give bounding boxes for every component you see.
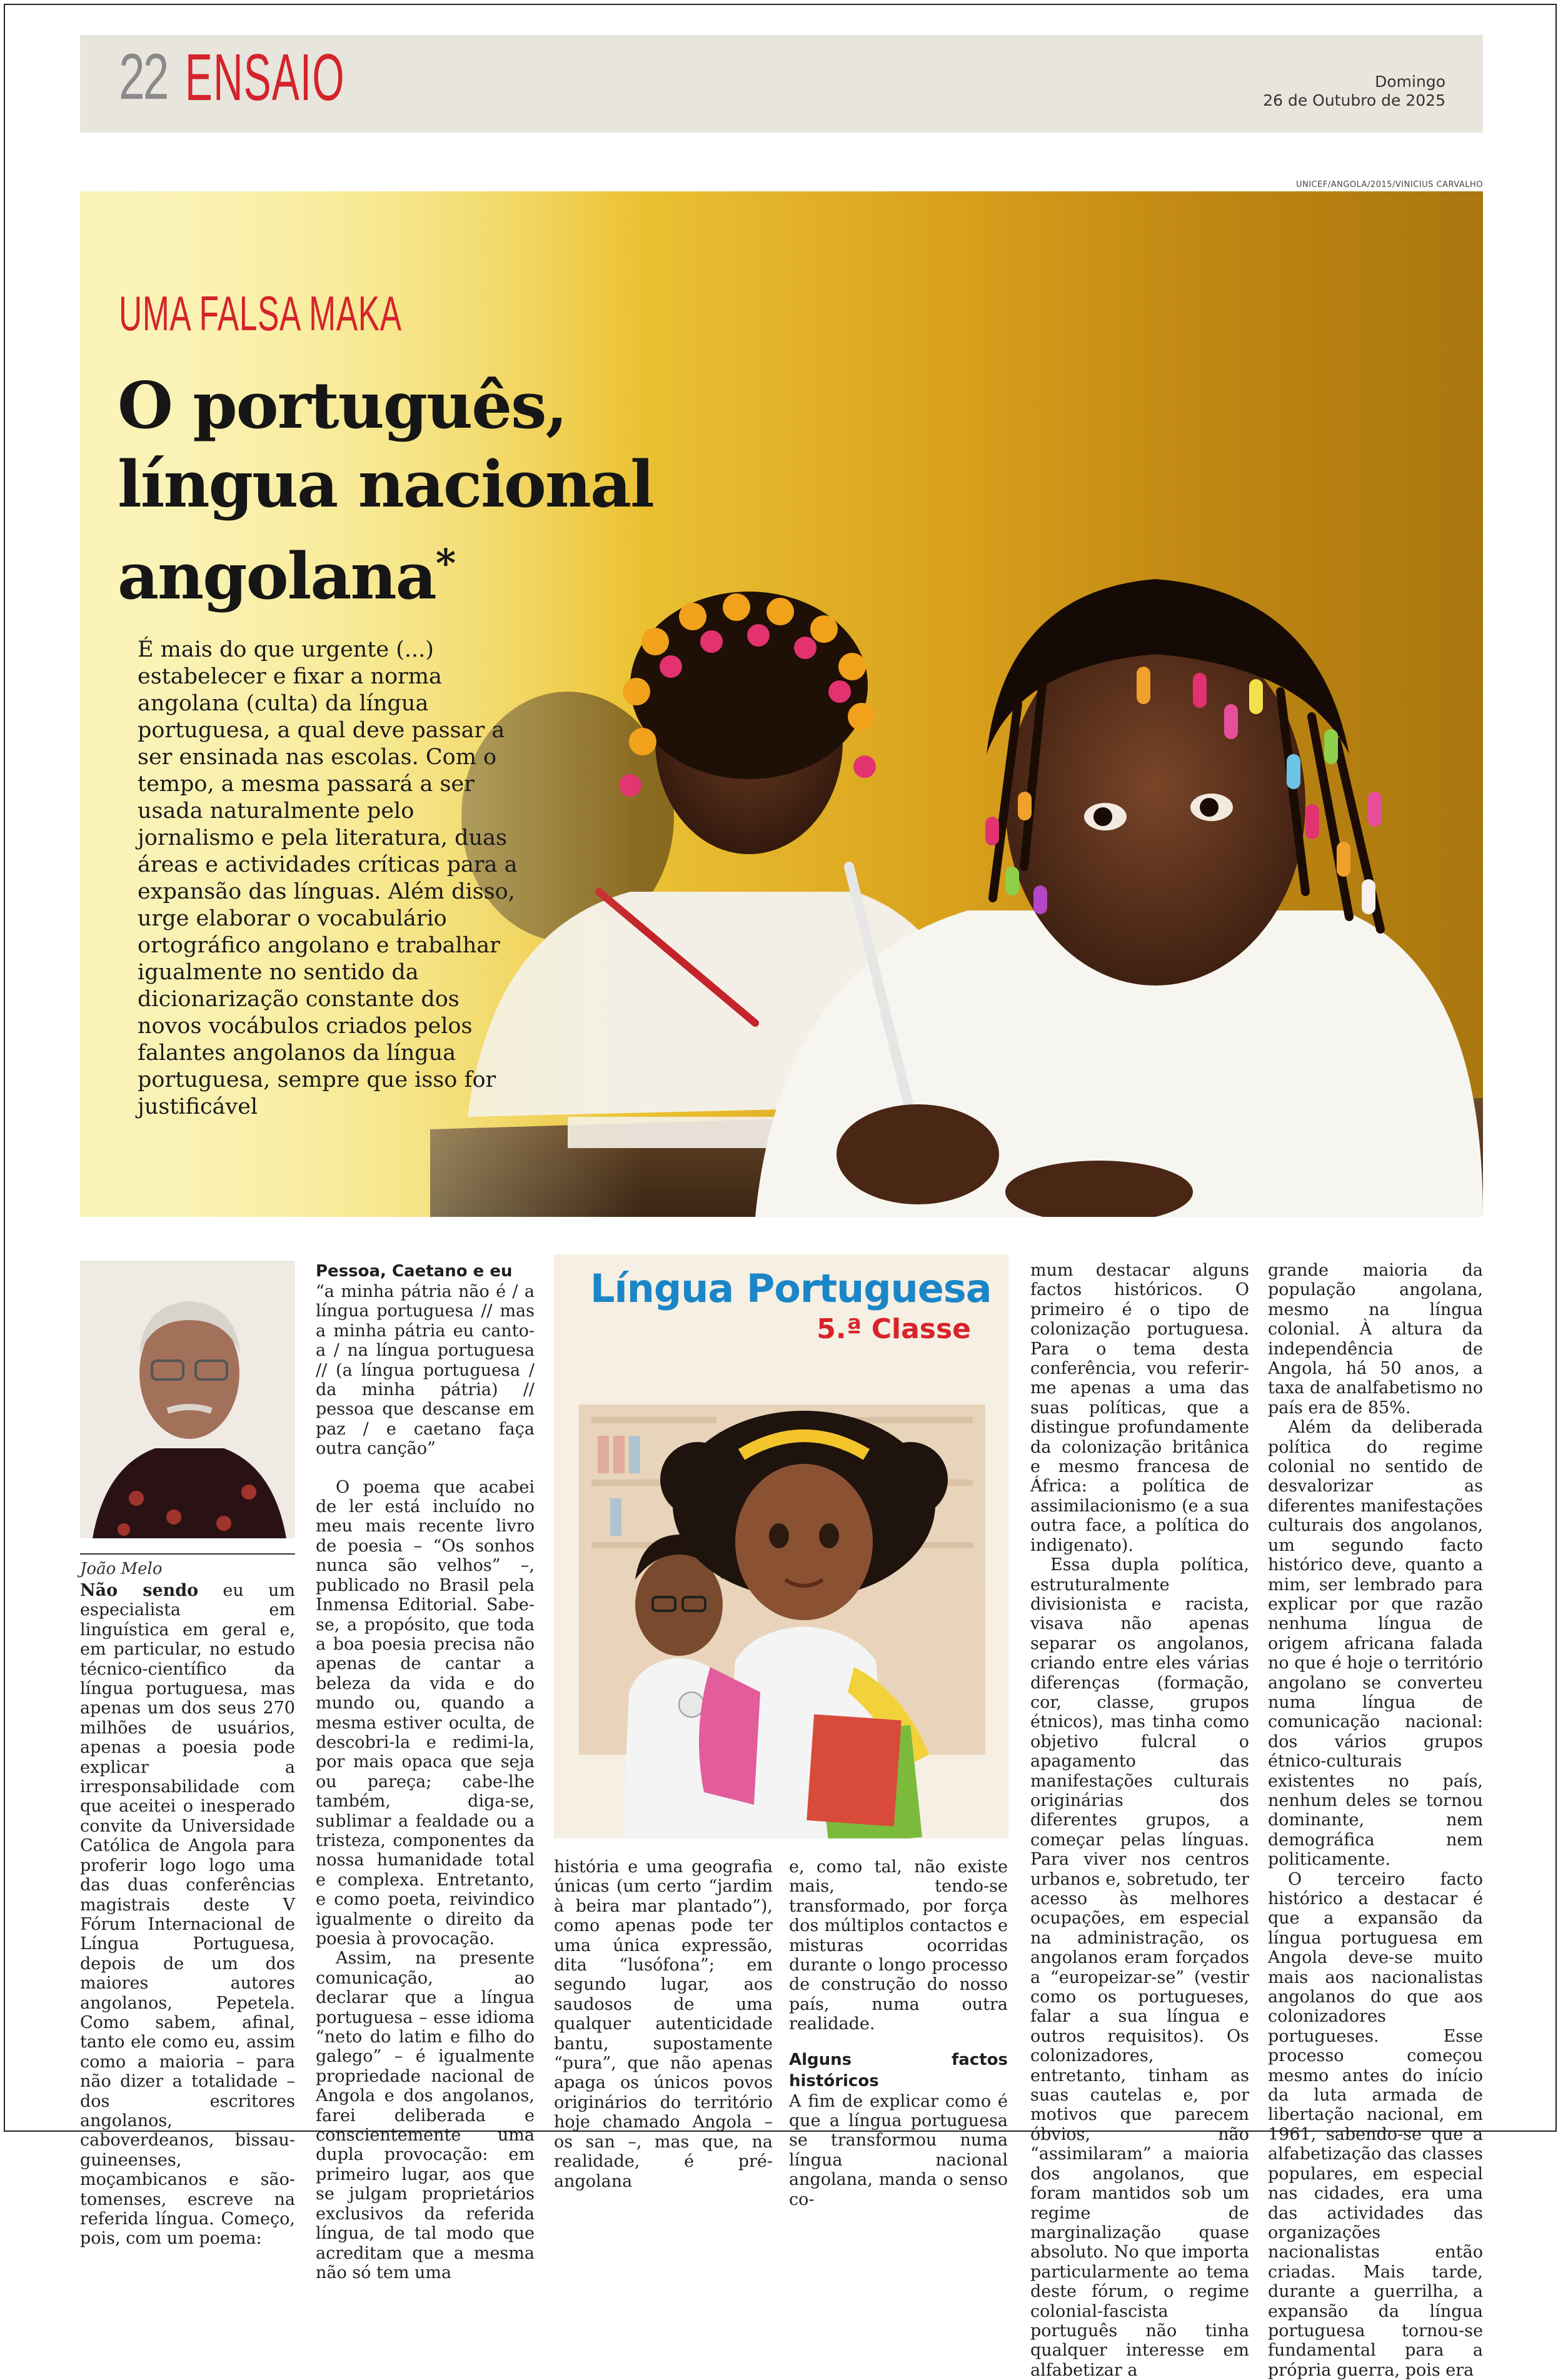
book-grade: 5.ª Classe	[817, 1313, 971, 1345]
col6-paragraph-3: O terceiro facto histórico a destacar é que a expansão da língua portuguesa em Angola deve-se muito mais aos nacionalistas angolanos do que aos colonizadores portugueses. Esse processo começou mesmo antes do início da luta armada de libertação nacional, em 1961, sabendo-se que a alfabetização das classes populares, em especial nas cidades, era uma das actividades das organizações nacionalistas então criadas. Mais tarde, durante a guerrilha, a expansão da língua portuguesa tornou-se fundamental para a própria guerra, pois era	[1268, 1869, 1483, 2380]
poem: “a minha pátria não é / a língua portuguesa // mas a minha pátria eu canto-a / na língua portuguesa // (a língua portuguesa / da minha pátria) // pessoa que descanse em paz / e caetano faça outra canção”	[316, 1282, 535, 1459]
page-number: 22	[119, 41, 168, 113]
subhead-pessoa: Pessoa, Caetano e eu	[316, 1262, 513, 1281]
body-column-4	[789, 1857, 1008, 2209]
body-column-6	[1268, 1261, 1483, 2380]
book-cover-image	[554, 1254, 1008, 1838]
col6-paragraph-1: grande maioria da população angolana, mesmo na língua colonial. À altura da independência de Angola, há 50 anos, a taxa de analfabetismo no país era de 85%.	[1268, 1261, 1483, 1418]
body-column-2	[316, 1261, 535, 2282]
col2-paragraph-1: O poema que acabei de ler está incluído no meu mais recente livro de poesia – “Os sonhos nunca são velhos” –, publicado no Brasil pela Inmensa Editorial. Sabe-se, a propósito, que toda a boa poesia precisa não apenas de cantar a beleza da vida e do mundo ou, quando a mesma estiver oculta, de descobri-la e redimi-la, por mais opaca que seja ou pareça; cabe-lhe também, diga-se, sublimar a fealdade ou a tristeza, componentes da nossa humanidade total e complexa. Entretanto, e como poeta, reivindico igualmente o direito da poesia à provocação.	[316, 1477, 535, 1949]
subhead-factos: Alguns factos históricos	[789, 2050, 1008, 2090]
author-photo	[80, 1261, 295, 1538]
col5-paragraph-2: Essa dupla política, estruturalmente divisionista e racista, visava não apenas separar os angolanos, criando entre eles várias diferenças (formação, cor, classe, grupos étnicos), mas tinha como objetivo fulcral o apagamento das manifestações culturais originárias dos diferentes grupos, a começar pelas línguas. Para viver nos centros urbanos e, sobretudo, ter acesso às melhores ocupações, em especial na administração, os angolanos eram forçados a “europeizar-se” (vestir como os portugueses, falar a sua língua e outros requisitos). Os colonizadores, entretanto, tinham as suas cautelas e, por motivos que parecem óbvios, não “assimilaram” a maioria dos angolanos, que foram mantidos sob um regime de marginalização quase absoluto. No que importa particularmente ao tema deste fórum, o regime colonial-fascista português não tinha qualquer interesse em alfabetizar a	[1030, 1555, 1249, 2380]
weekday: Domingo	[1375, 73, 1445, 91]
col4-paragraph-2: A fim de explicar como é que a língua portuguesa se transformou numa língua nacional angolana, manda o senso co-	[789, 2091, 1008, 2209]
body-column-5	[1030, 1261, 1249, 2380]
article-headline	[118, 366, 743, 616]
headline-line-3	[118, 524, 743, 616]
dateline	[1263, 73, 1445, 110]
section-name: ENSAIO	[185, 41, 345, 114]
col3-text: história e uma geografia únicas (um certo “jardim à beira mar plantado”), como apenas pode ter uma única expressão, dita “lusófona”; em segundo lugar, aos saudosos de uma qualquer autenticidade bantu, supostamente “pura”, que não apenas apaga os únicos povos originários do território hoje chamado Angola – os san –, mas que, na realidade, é pré-angolana	[554, 1857, 773, 2191]
headline-line-2: língua nacional	[118, 447, 653, 522]
author-byline: João Melo	[80, 1553, 295, 1578]
body-column-1	[80, 1581, 295, 2249]
book-title: Língua Portuguesa	[590, 1266, 992, 1311]
col6-paragraph-2: Além da deliberada política do regime colonial no sentido de desvalorizar as diferentes manifestações culturais dos angolanos, um segundo facto histórico deve, quanto a mim, ser lembrado para explicar por que razão nenhuma língua de origem africana falada no que é hoje o território angolano se converteu numa língua de comunicação nacional: dos vários grupos étnico-culturais existentes no país, nenhum deles se tornou dominante, nem demográfica nem politicamente.	[1268, 1418, 1483, 1870]
body-column-3	[554, 1857, 773, 2191]
col1-text: eu um especialista em linguística em geral e, em particular, no estudo técnico-científico da língua portuguesa, mas apenas um dos seus 270 milhões de usuários, apenas a poesia pode explicar a irresponsabilidade com que aceitei o inesperado convite da Universidade Católica de Angola para proferir logo logo uma das duas conferências magistrais deste V Fórum Internacional de Língua Portuguesa, depois de um dos maiores autores angolanos, Pepetela. Como sabem, afinal, tanto ele como eu, assim como a maioria – para não dizer a totalidade – dos escritores angolanos, caboverdeanos, bissau-guineenses, moçambicanos e são-tomenses, escreve na referida língua. Começo, pois, com um poema:	[80, 1581, 296, 2249]
footnote-mark: *	[435, 540, 455, 586]
col4-paragraph-1: e, como tal, não existe mais, tendo-se transformado, por força dos múltiplos contactos e misturas ocorridas durante o longo processo de construção do nosso país, numa outra realidade.	[789, 1857, 1008, 2034]
standfirst: É mais do que urgente (...) estabelecer e fixar a norma angolana (culta) da língua portuguesa, a qual deve passar a ser ensinada nas escolas. Com o tempo, a mesma passará a ser usada naturalmente pelo jornalismo e pela literatura, duas áreas e actividades críticas para a expansão das línguas. Além disso, urge elaborar o vocabulário ortográfico angolano e trabalhar igualmente no sentido da dicionarização constante dos novos vocábulos criados pelos falantes angolanos da língua portuguesa, sempre que isso for justificável	[138, 637, 518, 1119]
article-kicker: UMA FALSA MAKA	[119, 286, 402, 341]
col5-paragraph-1: mum destacar alguns factos históricos. O primeiro é o tipo de colonização portuguesa. Para o tema desta conferência, vou referir-me apenas a uma das suas políticas, que a distingue profundamente da colonização britânica e mesmo francesa de África: a política de assimilacionismo (e a sua outra face, a política do indigenato).	[1030, 1261, 1249, 1555]
col2-paragraph-2: Assim, na presente comunicação, ao declarar que a língua portuguesa – esse idioma “neto do latim e filho do galego” – é igualmente propriedade nacional de Angola e dos angolanos, farei deliberada e conscientemente uma dupla provocação: em primeiro lugar, aos que se julgam proprietários exclusivos da referida língua, de tal modo que acreditam que a mesma não só tem uma	[316, 1949, 535, 2282]
headline-line-1: O português,	[118, 368, 567, 443]
date: 26 de Outubro de 2025	[1263, 91, 1445, 109]
photo-credit: UNICEF/ANGOLA/2015/VINICIUS CARVALHO	[1295, 180, 1483, 189]
hero-photo	[80, 191, 1483, 1217]
headline-line-3-text: angolana	[118, 539, 436, 614]
page-header	[80, 35, 1483, 133]
lead-in: Não sendo	[80, 1581, 199, 1600]
